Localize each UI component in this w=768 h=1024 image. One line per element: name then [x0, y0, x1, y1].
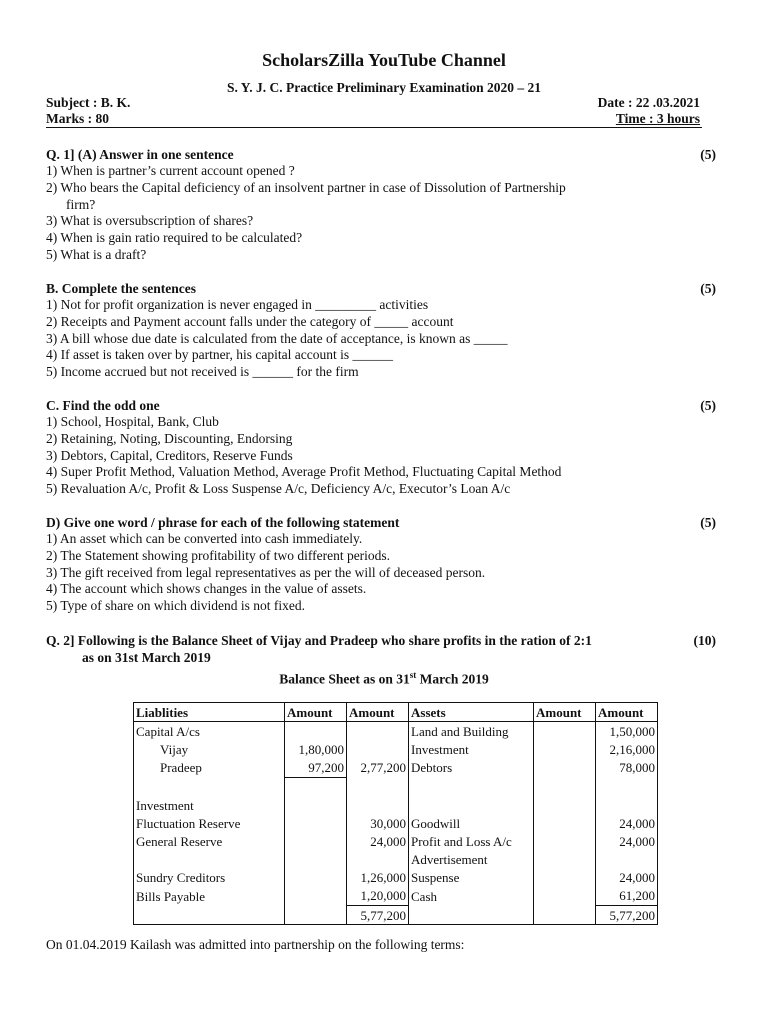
- table-row: [134, 722, 658, 741]
- cell-asset: Cash: [409, 887, 534, 906]
- bs-title-text: Balance Sheet as on 31: [279, 671, 410, 687]
- section-marks: (5): [700, 398, 716, 413]
- cell-amount: [347, 851, 409, 869]
- table-row: [134, 832, 658, 850]
- cell-amount: 1,50,000: [596, 722, 658, 741]
- cell-liability: [134, 851, 285, 869]
- cell-asset: Debtors: [409, 759, 534, 778]
- admission-terms-text: On 01.04.2019 Kailash was admitted into partnership on the following terms:: [46, 937, 465, 952]
- header-amount: Amount: [534, 703, 596, 722]
- section-marks: (5): [700, 147, 716, 162]
- header-amount: Amount: [285, 703, 347, 722]
- question-item-continued: firm?: [66, 196, 96, 212]
- header-liabilities: Liablities: [134, 703, 285, 722]
- section-heading-text: D) Give one word / phrase for each of the following statement: [46, 515, 400, 530]
- channel-title: ScholarsZilla YouTube Channel: [262, 50, 506, 70]
- section-heading: [46, 280, 716, 297]
- table-row: [134, 887, 658, 906]
- cell-amount: 24,000: [596, 814, 658, 832]
- cell-liability: Investment: [134, 796, 285, 814]
- cell-liability: [134, 777, 285, 796]
- cell-liability: General Reserve: [134, 832, 285, 850]
- table-header-row: [134, 703, 658, 722]
- cell-amount: 1,26,000: [347, 869, 409, 887]
- cell-amount: [534, 722, 596, 741]
- cell-amount: [285, 814, 347, 832]
- cell-amount: 2,16,000: [596, 740, 658, 758]
- cell-amount: [285, 796, 347, 814]
- header-amount: Amount: [347, 703, 409, 722]
- subject-label: Subject : B. K.: [46, 95, 131, 110]
- question-item: 3) A bill whose due date is calculated from the date of acceptance, is known as _____: [46, 330, 508, 346]
- balance-sheet-title: [0, 670, 768, 688]
- cell-amount: [285, 851, 347, 869]
- cell-amount: 24,000: [347, 832, 409, 850]
- cell-amount: 1,20,000: [347, 887, 409, 906]
- cell-total: 5,77,200: [347, 906, 409, 925]
- section-marks: (5): [700, 515, 716, 530]
- cell-liability: Capital A/cs: [134, 722, 285, 741]
- cell-liability: Sundry Creditors: [134, 869, 285, 887]
- question-item: 5) What is a draft?: [46, 246, 147, 262]
- bs-title-superscript: st: [409, 670, 417, 680]
- section-heading: [46, 397, 716, 414]
- cell-liability: Pradeep: [134, 759, 285, 778]
- question-item: 2) The Statement showing profitability of two different periods.: [46, 547, 391, 563]
- cell-amount: [534, 759, 596, 778]
- cell-amount: [534, 851, 596, 869]
- section-marks: (5): [700, 281, 716, 296]
- header-divider: [46, 127, 702, 128]
- cell-amount: [596, 796, 658, 814]
- section-heading: [46, 632, 716, 649]
- cell-amount: 78,000: [596, 759, 658, 778]
- section-q1c: [46, 397, 716, 498]
- section-heading-text: C. Find the odd one: [46, 398, 160, 413]
- cell-amount: 1,80,000: [285, 740, 347, 758]
- question-item: 1) Not for profit organization is never engaged in _________ activities: [46, 297, 429, 312]
- header-amount: Amount: [596, 703, 658, 722]
- cell-amount: [347, 777, 409, 796]
- question-item: 3) Debtors, Capital, Creditors, Reserve Funds: [46, 447, 293, 463]
- cell-amount: 24,000: [596, 832, 658, 850]
- cell-asset: Investment: [409, 740, 534, 758]
- question-item: 5) Type of share on which dividend is not fixed.: [46, 598, 306, 614]
- cell-amount: 61,200: [596, 887, 658, 906]
- header-assets: Assets: [409, 703, 534, 722]
- cell-amount: [534, 869, 596, 887]
- cell-amount: [285, 832, 347, 850]
- date-label: Date : 22 .03.2021: [597, 95, 700, 110]
- cell-asset: Land and Building: [409, 722, 534, 741]
- cell-asset: Suspense: [409, 869, 534, 887]
- cell-amount: [285, 906, 347, 925]
- question-item: 5) Income accrued but not received is ______ for the firm: [46, 364, 359, 380]
- section-marks: (10): [693, 633, 716, 648]
- section-q1a: [46, 146, 716, 264]
- table-row: [134, 851, 658, 869]
- cell-liability: [134, 906, 285, 925]
- cell-amount: [285, 722, 347, 741]
- cell-amount: [347, 740, 409, 758]
- question-item: 5) Revaluation A/c, Profit & Loss Suspense A/c, Deficiency A/c, Executor’s Loan A/c: [46, 481, 511, 497]
- cell-amount: [596, 777, 658, 796]
- cell-asset: [409, 906, 534, 925]
- cell-amount: [347, 796, 409, 814]
- cell-liability: Fluctuation Reserve: [134, 814, 285, 832]
- question-item: 3) What is oversubscription of shares?: [46, 213, 254, 229]
- cell-amount: 2,77,200: [347, 759, 409, 778]
- table-row: [134, 869, 658, 887]
- cell-amount: [285, 777, 347, 796]
- question-item: 1) When is partner’s current account opened ?: [46, 163, 295, 178]
- section-q2: [46, 632, 716, 666]
- section-q1d: [46, 514, 716, 615]
- cell-amount: [285, 887, 347, 906]
- cell-amount: [347, 722, 409, 741]
- table-row: [134, 777, 658, 796]
- cell-amount: [534, 887, 596, 906]
- cell-amount: [534, 796, 596, 814]
- cell-amount: [534, 906, 596, 925]
- cell-asset: [409, 777, 534, 796]
- cell-liability: Vijay: [134, 740, 285, 758]
- time-label: Time : 3 hours: [615, 111, 700, 126]
- cell-liability: Bills Payable: [134, 887, 285, 906]
- question-item: 2) Receipts and Payment account falls under the category of _____ account: [46, 313, 454, 329]
- cell-amount: 24,000: [596, 869, 658, 887]
- question-item: 4) If asset is taken over by partner, his capital account is ______: [46, 347, 393, 363]
- table-row: [134, 759, 658, 778]
- section-heading-text: Q. 1] (A) Answer in one sentence: [46, 147, 234, 162]
- table-total-row: [134, 906, 658, 925]
- cell-asset: Profit and Loss A/c: [409, 832, 534, 850]
- question-item: 1) School, Hospital, Bank, Club: [46, 414, 219, 429]
- cell-asset: [409, 796, 534, 814]
- cell-amount: [534, 814, 596, 832]
- table-row: [134, 740, 658, 758]
- cell-amount: [534, 740, 596, 758]
- cell-amount: [534, 777, 596, 796]
- section-heading-continued: as on 31st March 2019: [82, 650, 211, 665]
- question-item: 2) Retaining, Noting, Discounting, Endorsing: [46, 430, 293, 446]
- cell-asset: Advertisement: [409, 851, 534, 869]
- cell-amount: [285, 869, 347, 887]
- section-heading-text: B. Complete the sentences: [46, 281, 196, 296]
- exam-subtitle: S. Y. J. C. Practice Preliminary Examination 2020 – 21: [226, 80, 542, 95]
- cell-asset: Goodwill: [409, 814, 534, 832]
- question-item: 4) When is gain ratio required to be calculated?: [46, 230, 303, 246]
- question-item: 4) The account which shows changes in the value of assets.: [46, 581, 367, 597]
- question-item: 3) The gift received from legal representatives as per the will of deceased person.: [46, 564, 486, 580]
- section-heading: [46, 146, 716, 163]
- cell-amount: 97,200: [285, 759, 347, 778]
- cell-amount: 30,000: [347, 814, 409, 832]
- table-row: [134, 796, 658, 814]
- table-row: [134, 814, 658, 832]
- section-q1b: [46, 280, 716, 381]
- marks-label: Marks : 80: [46, 111, 109, 126]
- cell-total: 5,77,200: [596, 906, 658, 925]
- question-item: 2) Who bears the Capital deficiency of an insolvent partner in case of Dissolution of Partnership: [46, 179, 566, 195]
- cell-amount: [534, 832, 596, 850]
- question-item: 1) An asset which can be converted into cash immediately.: [46, 531, 363, 546]
- cell-amount: [596, 851, 658, 869]
- question-item: 4) Super Profit Method, Valuation Method, Average Profit Method, Fluctuating Capital Method: [46, 464, 562, 480]
- bs-title-text-end: March 2019: [416, 671, 489, 687]
- section-heading-text: Q. 2] Following is the Balance Sheet of Vijay and Pradeep who share profits in the ration of 2:1: [46, 633, 592, 648]
- balance-sheet-table: [133, 702, 658, 925]
- section-heading: [46, 514, 716, 531]
